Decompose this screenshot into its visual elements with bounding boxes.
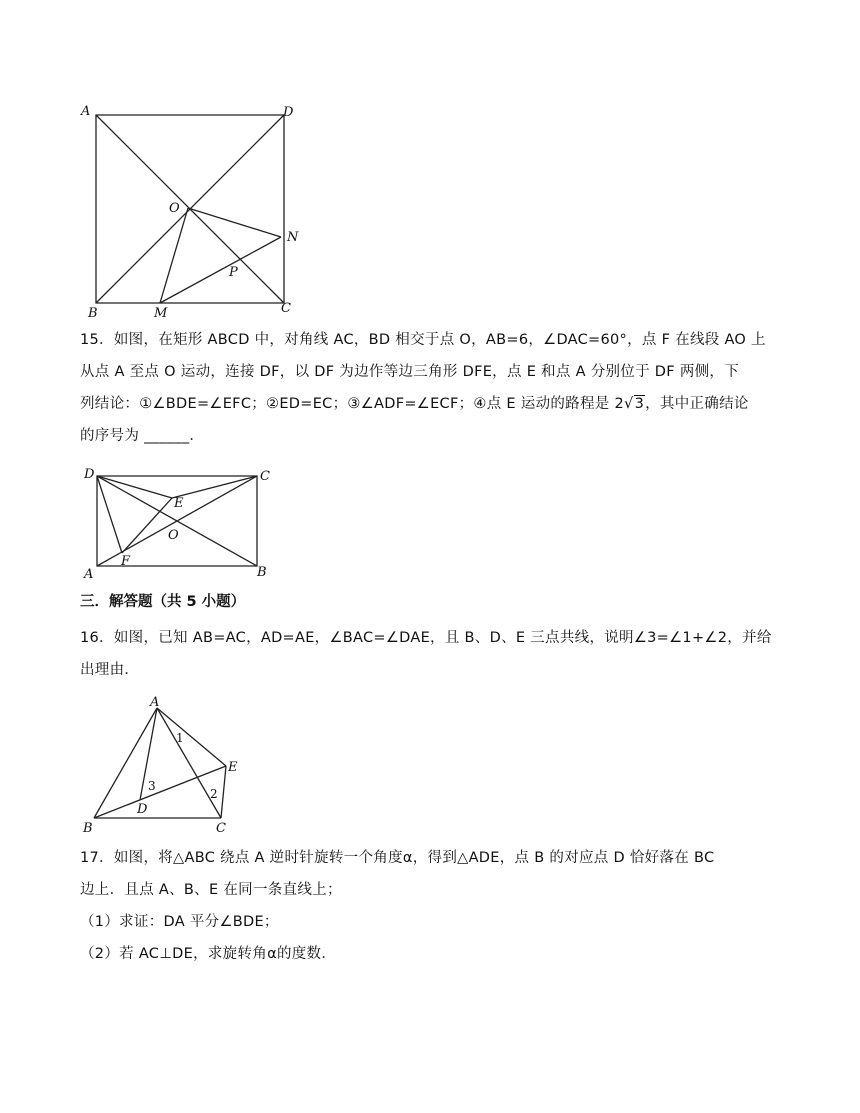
question-15 [80,324,780,452]
sqrt-symbol: √ [624,396,634,412]
label-d: D [84,467,95,482]
q16-line-1: 16．如图，已知 AB=AC，AD=AE，∠BAC=∠DAE，且 B、D、E 三点共线，说明∠3=∠1+∠2，并给 [80,630,772,646]
q15-line-3-text: 列结论：①∠BDE=∠EFC；②ED=EC；③∠ADF=∠ECF；④点 E 运动的路程是 2 [80,396,625,412]
question-16 [80,622,780,686]
label-a: A [150,695,160,710]
segment-fe [122,498,172,553]
angle-label-3: 3 [148,779,156,793]
square-abcd-figure [78,100,308,322]
segment-ae [157,708,226,766]
label-d: D [137,802,148,817]
label-b: B [88,306,98,321]
q15-line-3 [80,388,780,420]
angle-label-1: 1 [176,731,184,745]
angle-label-2: 2 [210,787,218,801]
sqrt-radicand: 3 [634,396,645,412]
q15-line-2: 从点 A 至点 O 运动，连接 DF，以 DF 为边作等边三角形 DFE，点 E 和点 A 分别位于 DF 两侧，下 [80,364,740,380]
q15-line-1: 15．如图，在矩形 ABCD 中，对角线 AC，BD 相交于点 O，AB=6，∠DAC=60°，点 F 在线段 AO 上 [80,332,766,348]
question-17 [80,842,780,970]
segment-ab [94,708,157,818]
label-a: A [81,104,91,119]
segment-ec [172,476,257,498]
label-n: N [287,230,299,245]
rectangle-dfe-figure [78,462,278,582]
segment-de [97,476,172,498]
segment-ec [221,766,226,818]
label-b: B [83,821,93,836]
label-d: D [283,105,294,120]
segment-on [188,208,281,237]
segment-mn [160,237,281,303]
q17-line-2: 边上．且点 A、B、E 在同一条直线上； [80,882,342,898]
section-3-heading: 三．解答题（共 5 小题） [80,594,246,610]
q17-line-1: 17．如图，将△ABC 绕点 A 逆时针旋转一个角度α，得到△ADE，点 B 的对应点 D 恰好落在 BC [80,850,715,866]
segment-ac [157,708,221,818]
label-o: O [169,201,180,216]
label-b: B [257,565,267,580]
label-c: C [281,301,291,316]
label-p: P [229,265,238,280]
q15-line-3-tail: ，其中正确结论 [645,396,749,412]
q17-line-4: （2）若 AC⊥DE，求旋转角α的度数． [80,946,337,962]
triangle-abc-ade-figure [78,692,258,838]
label-e: E [174,496,184,511]
label-e: E [228,760,238,775]
label-m: M [154,306,168,321]
label-f: F [121,554,131,569]
label-c: C [216,821,226,836]
q15-line-4: 的序号为 ______． [80,428,205,444]
label-c: C [260,469,270,484]
label-a: A [84,567,94,582]
q16-line-2: 出理由． [80,662,140,678]
label-o: O [168,528,179,543]
segment-om [160,208,188,303]
q17-line-3: （1）求证：DA 平分∠BDE； [80,914,279,930]
